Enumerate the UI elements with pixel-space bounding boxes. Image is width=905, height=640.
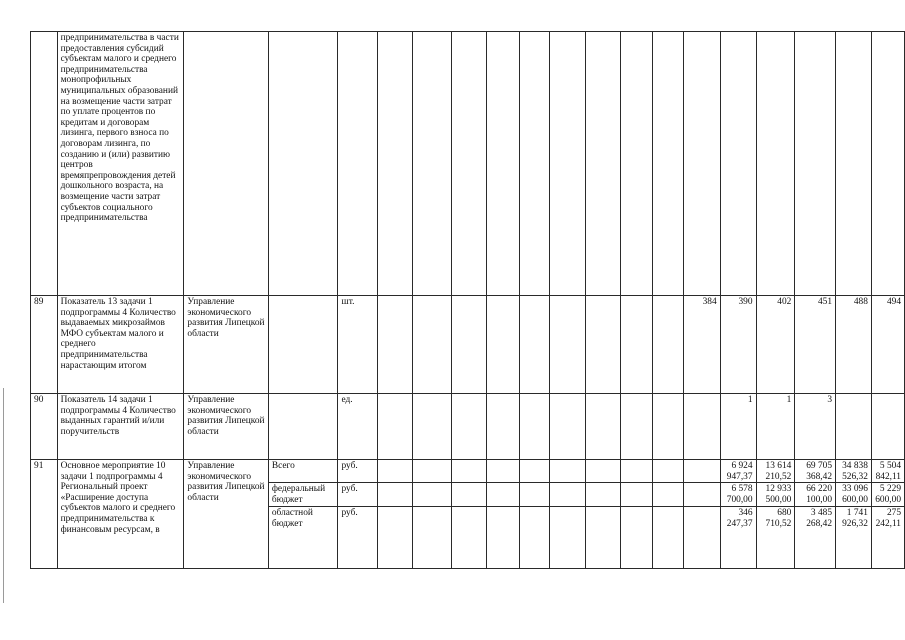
cell-num: 89 bbox=[31, 296, 58, 394]
cell-value: 3 485 268,42 bbox=[795, 507, 836, 569]
table-row-89 bbox=[31, 296, 905, 394]
cell-value: 69 705 368,42 bbox=[795, 460, 836, 483]
program-indicators-table bbox=[30, 31, 905, 569]
cell-value: 5 504 842,11 bbox=[871, 460, 904, 483]
table-row-91-total bbox=[31, 460, 905, 483]
cell-value: 13 614 210,52 bbox=[756, 460, 795, 483]
cell-value: 488 bbox=[836, 296, 872, 394]
cell-value: 66 220 100,00 bbox=[795, 483, 836, 507]
cell-num: 90 bbox=[31, 394, 58, 460]
cell-executor: Управление экономического развития Липецкой области bbox=[184, 394, 268, 460]
cell-unit: руб. bbox=[338, 507, 377, 569]
cell-value: 680 710,52 bbox=[756, 507, 795, 569]
cell-source bbox=[268, 296, 338, 394]
cell-source: федеральный бюджет bbox=[268, 483, 338, 507]
cell-executor: Управление экономического развития Липецкой области bbox=[184, 460, 268, 569]
cell-num: 91 bbox=[31, 460, 58, 569]
scan-edge-mark bbox=[3, 388, 4, 603]
cell-value: 451 bbox=[795, 296, 836, 394]
cell-source bbox=[268, 394, 338, 460]
cell-value: 34 838 526,32 bbox=[836, 460, 872, 483]
cell-value: 6 578 700,00 bbox=[720, 483, 756, 507]
cell-value: 5 229 600,00 bbox=[871, 483, 904, 507]
cell-value: 1 bbox=[756, 394, 795, 460]
cell-executor: Управление экономического развития Липецкой области bbox=[184, 296, 268, 394]
cell-description: Основное мероприятие 10 задачи 1 подпрограммы 4 Региональный проект «Расширение доступа субъектов малого и среднего предпринимательства к финансовым ресурсам, в bbox=[57, 460, 184, 569]
cell-description: Показатель 14 задачи 1 подпрограммы 4 Количество выданных гарантий и/или поручительств bbox=[57, 394, 184, 460]
cell-value: 384 bbox=[684, 296, 720, 394]
table-row-continuation bbox=[31, 32, 905, 296]
cell-value: 3 bbox=[795, 394, 836, 460]
cell-value: 6 924 947,37 bbox=[720, 460, 756, 483]
cell-value: 494 bbox=[871, 296, 904, 394]
cell-value: 390 bbox=[720, 296, 756, 394]
cell-description: Показатель 13 задачи 1 подпрограммы 4 Количество выдаваемых микрозаймов МФО субъектам малого и среднего предпринимательства нарастающим итогом bbox=[57, 296, 184, 394]
cell-unit: шт. bbox=[338, 296, 377, 394]
table-row-90 bbox=[31, 394, 905, 460]
cell-value: 346 247,37 bbox=[720, 507, 756, 569]
cell-value: 12 933 500,00 bbox=[756, 483, 795, 507]
cell-source: Всего bbox=[268, 460, 338, 483]
cell-value: 1 bbox=[720, 394, 756, 460]
cell-value: 402 bbox=[756, 296, 795, 394]
cell-value: 1 741 926,32 bbox=[836, 507, 872, 569]
cell-num bbox=[31, 32, 58, 296]
cell-description: предпринимательства в части предоставления субсидий субъектам малого и среднего предпринимательства монопрофильных муниципальных образований на возмещение части затрат по уплате процентов по кредитам и договорам лизинга, первого взноса по договорам лизинга, по созданию и (или) развитию центров времяпрепровождения детей дошкольного возраста, на возмещение части затрат субъектов социального предпринимательства bbox=[57, 32, 184, 296]
cell-value: 275 242,11 bbox=[871, 507, 904, 569]
cell-unit: руб. bbox=[338, 460, 377, 483]
cell-value: 33 096 600,00 bbox=[836, 483, 872, 507]
cell-unit: ед. bbox=[338, 394, 377, 460]
cell-source: областной бюджет bbox=[268, 507, 338, 569]
cell-unit: руб. bbox=[338, 483, 377, 507]
